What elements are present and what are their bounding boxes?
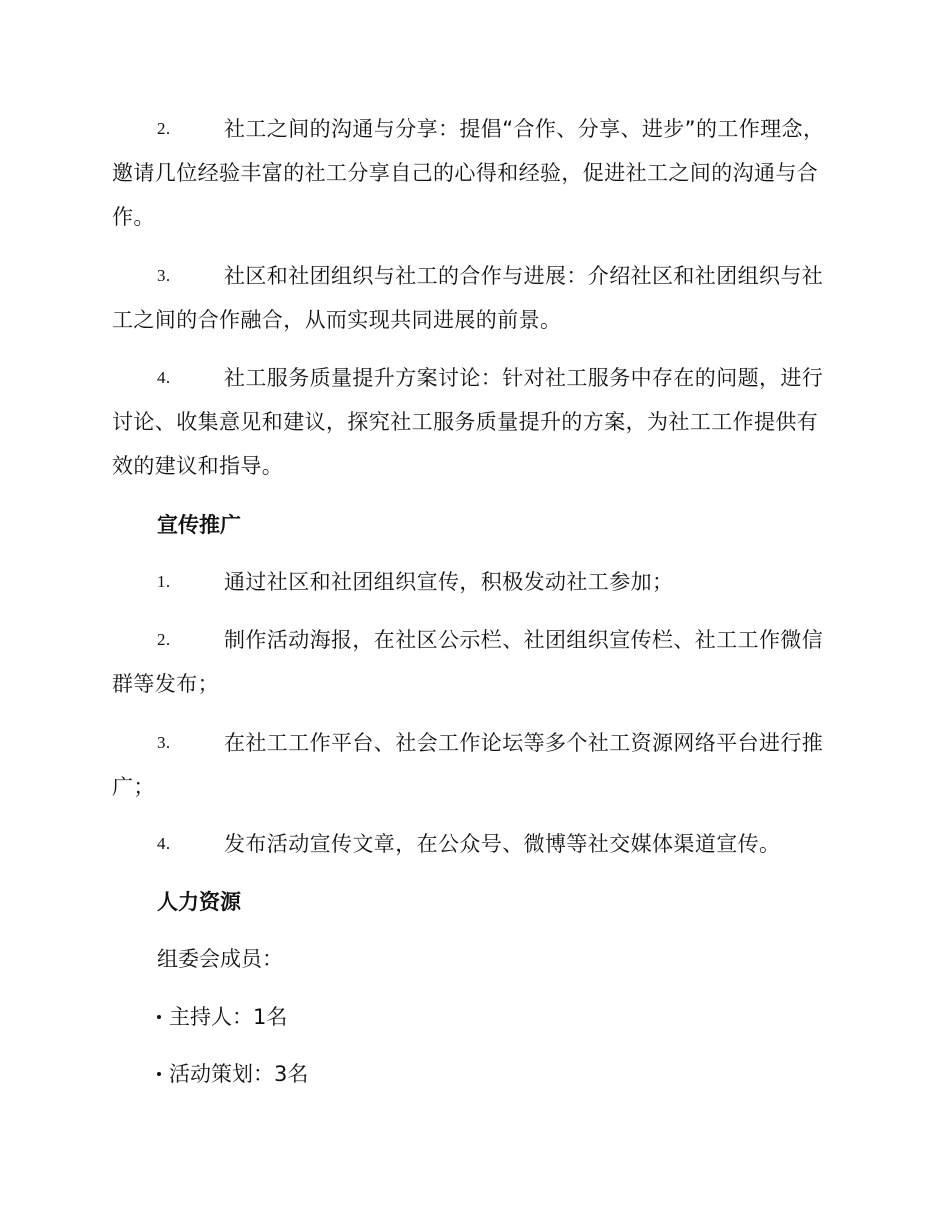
item-number: 1. [157, 572, 171, 591]
hr-intro: 组委会成员： [157, 947, 283, 971]
item-text: 社工服务质量提升方案讨论：针对社工服务中存在的问题，进行讨论、收集意见和建议，探究社工服务质量提升的方案，为社工工作提供有效的建议和指导。 [112, 366, 824, 478]
item-text: 发布活动宣传文章，在公众号、微博等社交媒体渠道宣传。 [224, 832, 781, 856]
section-heading-promotion: 宣传推广 [157, 513, 241, 537]
hr-bullet [157, 1052, 308, 1096]
item-number: 2. [157, 119, 171, 138]
hr-bullet [157, 995, 287, 1039]
bullet-icon [157, 1015, 161, 1019]
promotion-item [112, 618, 834, 706]
item-number: 4. [157, 834, 171, 853]
promotion-item [112, 822, 834, 866]
bullet-icon [157, 1072, 161, 1076]
item-number: 3. [157, 733, 171, 752]
item-text: 社区和社团组织与社工的合作与进展：介绍社区和社团组织与社工之间的合作融合，从而实现共同进展的前景。 [112, 264, 824, 332]
item-text: 社工之间的沟通与分享：提倡“合作、分享、进步”的工作理念，邀请几位经验丰富的社工分享自己的心得和经验，促进社工之间的沟通与合作。 [112, 117, 825, 229]
item-text: 制作活动海报，在社区公示栏、社团组织宣传栏、社工工作微信群等发布； [112, 628, 824, 696]
promotion-item [112, 721, 834, 809]
bullet-text: 活动策划：3名 [169, 1062, 309, 1086]
item-text: 通过社区和社团组织宣传，积极发动社工参加； [224, 570, 674, 594]
agenda-item [112, 107, 834, 239]
item-text: 在社工工作平台、社会工作论坛等多个社工资源网络平台进行推广； [112, 731, 824, 799]
agenda-item [112, 356, 834, 488]
section-heading-hr: 人力资源 [157, 890, 241, 914]
item-number: 3. [157, 266, 171, 285]
promotion-item [112, 560, 834, 604]
item-number: 2. [157, 630, 171, 649]
agenda-item [112, 254, 834, 342]
bullet-text: 主持人：1名 [169, 1005, 288, 1029]
item-number: 4. [157, 368, 171, 387]
